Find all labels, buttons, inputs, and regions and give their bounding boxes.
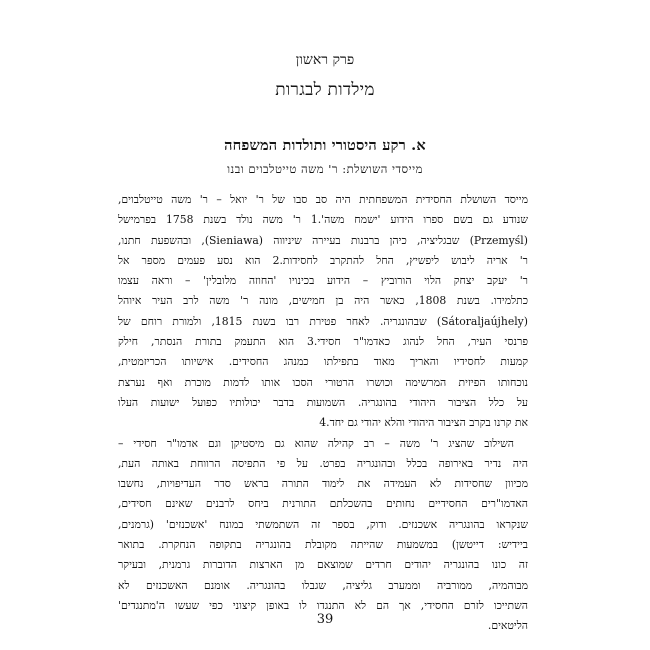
text-line: זה כונו בהונגריה יהודים חרדים שמוצאם מן הארצות הדוברות גרמנית, ובעיקר <box>118 558 528 572</box>
paragraph-2 <box>118 434 528 637</box>
text-line: ביידיש: דייטשן) במשמעות שהייתה מקובלת בהונגריה בתקופה הנחקרת. בתואר <box>118 538 528 552</box>
text-line: השתייכו לזרם החסידי, אך הם לא התנגדו לו באופן קיצוני כפי שעשו ה'מתנגדים' <box>118 598 528 612</box>
text-line: את קרנו בקרב הציבור היהודי והלא יהודי גם יחד.4 <box>319 416 528 430</box>
text-line: ר' אריה ליבוש ליפשיץ, החל להתקרב לחסידות.2 הוא נסע פעמים מספר אל <box>118 253 528 267</box>
text-line: (Przemyśl) שבגליציה, כיהן ברבנות בעיירה שיניווה (Sieniawa), ובהשפעת חתנו, <box>118 233 528 247</box>
page-number: 39 <box>316 612 334 627</box>
text-line: ר' יעקב יצחק הלוי הורוביץ – הידוע בכינויו 'החוזה מלובלין' – וראה עצמו <box>118 274 528 288</box>
text-line: על כלל הציבור היהודי בהונגריה. השמועות בדבר יכולותיו כפועל ישועות העלו <box>118 395 528 409</box>
text-line: מכיוון שחסידות לא העמידה את לימוד התורה בראש סדר העדיפויות, נחשבו <box>118 477 528 491</box>
subsection-title: מייסדי השושלת: ר' משה טייטלבוים ובנו <box>227 162 423 176</box>
text-line: היה נדיר באירופה בכלל ובהונגריה בפרט. על פי התפיסה הרווחת באותה העת, <box>118 456 528 470</box>
text-line: מבוהמיה, ממורביה וממערב גליציה, שגבלו בהונגריה. אומנם האשכנזים לא <box>118 578 528 592</box>
chapter-title: מילדות לבגרות <box>275 80 375 100</box>
text-line: שנודע גם בשם ספרו הידוע 'ישמח משה'.1 ר' משה נולד בשנת 1758 בפרמישל <box>118 213 528 227</box>
section-title: א. רקע היסטורי ותולדות המשפחה <box>224 137 426 154</box>
text-line: מייסד השושלת החסידית המשפחתית היה סב סבו של ר' יואל – ר' משה טייטלבוים, <box>118 193 528 206</box>
text-line: שנקראו בהונגריה אשכנזים. ודוק, בספר זה השתמשתי במונח 'אשכנזים' (גרמנים, <box>118 517 528 531</box>
text-line: פרנסי העיר, החל לנהוג כאדמו"ר חסידי.3 הוא התעמק בתורת הנסתר, חילק <box>118 335 528 349</box>
text-line: (Sátoraljaújhely) שבהונגריה. לאחר פטירת רבו בשנת 1815, ולמורת רוחם של <box>118 314 528 328</box>
text-line: השילוב שהציג ר' משה – רב קהילה שהוא גם מיסטיקן וגם אדמו"ר חסידי – <box>118 436 514 450</box>
text-line: נוכחותו הפיזית המרשימה וכושרו הרטורי הסכו אותו לדמות מוכרת ואף נערצת <box>118 375 528 389</box>
text-line: קמעות לחסידיו והאריך מאוד בתפילתו כמנהג החסידים. אישיותו הכריזמטית, <box>118 355 528 369</box>
paragraph-1 <box>118 190 528 434</box>
text-line: הליטאים. <box>487 619 528 633</box>
text-line: כתלמידו. בשנת 1808, כאשר היה בן חמישים, מונה ר' משה לרב העיר איוהל <box>118 294 528 308</box>
text-line: האדמו"רים החסידיים נחותים בהשכלתם התורנית ביחס לרבנים שאינם חסידים, <box>118 497 528 511</box>
running-head: פרק ראשון <box>295 52 355 68</box>
body-text <box>118 190 528 637</box>
